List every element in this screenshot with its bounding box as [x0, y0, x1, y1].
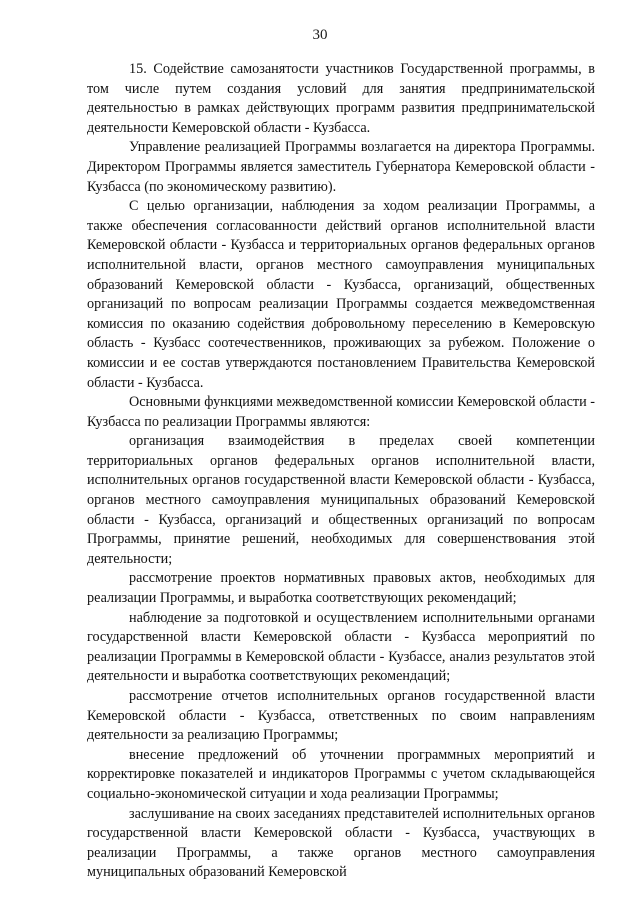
page-number: 30: [312, 27, 328, 43]
paragraph-program-management: Управление реализацией Программы возлагается на директора Программы. Директором Программы является заместитель Губернатора Кемеровской области - Кузбасса (по экономическому развитию).: [87, 139, 595, 195]
document-body: [87, 60, 595, 883]
list-item-function-reports: рассмотрение отчетов исполнительных органов государственной власти Кемеровской области - Кузбасса, ответственных по своим направлениям деятельности за реализацию Программы;: [87, 688, 595, 744]
list-item-function-coordination: организация взаимодействия в пределах своей компетенции территориальных органов федеральных органов исполнительной власти, исполнительных органов государственной власти Кемеровской области - Кузбасса, органов местного самоуправления муниципальных образований Кемеровской области - Кузбасса, организаций и общественных организаций по вопросам Программы, принятие решений, необходимых для совершенствования этой деятельности;: [87, 433, 595, 567]
paragraph-commission-functions-intro: Основными функциями межведомственной комиссии Кемеровской области - Кузбасса по реализации Программы являются:: [87, 394, 595, 430]
paragraph-measure-15: 15. Содействие самозанятости участников Государственной программы, в том числе путем создания условий для занятия предпринимательской деятельностью в рамках действующих программ развития предпринимательской деятельности Кемеровской области - Кузбасса.: [87, 61, 595, 136]
paragraph-commission: С целью организации, наблюдения за ходом реализации Программы, а также обеспечения согласованности действий органов исполнительной власти Кемеровской области - Кузбасса и территориальных органов федеральных органов исполнительной власти, органов местного самоуправления муниципальных образований Кемеровской области - Кузбасса, организаций, общественных организаций по вопросам реализации Программы создается межведомственная комиссия по оказанию содействия добровольному переселению в Кемеровскую область - Кузбасс соотечественников, проживающих за рубежом. Положение о комиссии и ее состав утверждаются постановлением Правительства Кемеровской области - Кузбасса.: [87, 198, 595, 391]
list-item-function-legal-review: рассмотрение проектов нормативных правовых актов, необходимых для реализации Программы, и выработка соответствующих рекомендаций;: [87, 570, 595, 607]
list-item-function-proposals: внесение предложений об уточнении программных мероприятий и корректировке показателей и индикаторов Программы с учетом складывающейся социально-экономической ситуации и хода реализации Программы;: [87, 746, 595, 802]
list-item-function-hearings: заслушивание на своих заседаниях представителей исполнительных органов государственной власти Кемеровской области - Кузбасса, участвующих в реализации Программы, а также органов местного самоуправления муниципальных образований Кемеровской: [87, 805, 595, 881]
list-item-function-monitoring: наблюдение за подготовкой и осуществлением исполнительными органами государственной власти Кемеровской области - Кузбасса мероприятий по реализации Программы в Кемеровской области - Кузбассе, анализ результатов этой деятельности и выработка соответствующих рекомендаций;: [87, 609, 595, 685]
